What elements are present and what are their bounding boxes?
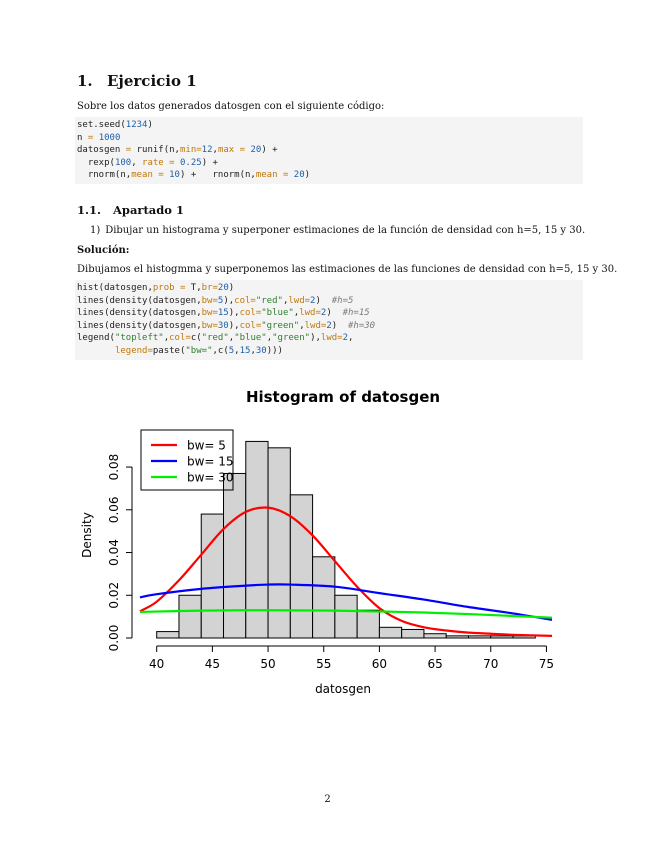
code-token: ) + — [201, 157, 218, 168]
y-tick-label: 0.00 — [107, 624, 121, 652]
x-tick-label: 70 — [483, 657, 499, 671]
code-token: 30 — [255, 345, 267, 356]
code-token: 30 — [217, 320, 229, 331]
code-token: ,c( — [212, 345, 229, 356]
code-token: max — [217, 145, 235, 156]
code-token: hist(datosgen, — [77, 283, 153, 293]
subsection-title — [77, 203, 184, 217]
code-token: 10 — [169, 170, 180, 181]
code-token: ), — [310, 333, 321, 344]
y-tick-label: 0.04 — [107, 539, 121, 566]
code-token: col= — [234, 295, 256, 306]
code-token: = — [179, 283, 186, 293]
code-token: lwd= — [288, 295, 311, 306]
y-tick-label: 0.02 — [107, 581, 121, 609]
code-token: col= — [169, 333, 191, 344]
code-token: ), — [223, 295, 235, 306]
code-token: ) — [147, 120, 153, 130]
code-token: ), — [228, 308, 240, 319]
code-token: set.seed( — [77, 120, 126, 130]
code-token: br= — [201, 283, 218, 293]
code-token: rexp( — [77, 157, 115, 168]
code-token: legend( — [77, 333, 115, 344]
code-token: ) — [304, 170, 311, 181]
code-token: paste( — [152, 345, 186, 356]
histogram-bar — [357, 610, 379, 638]
histogram-bar — [446, 636, 468, 638]
code-token: ), — [228, 320, 240, 331]
histogram-bar — [335, 595, 357, 638]
code-line — [77, 282, 581, 295]
code-token: col= — [239, 308, 262, 319]
code-token: runif(n, — [131, 145, 180, 156]
histogram-chart — [78, 375, 578, 710]
code-line — [77, 132, 581, 145]
x-tick-label: 75 — [538, 657, 555, 671]
intro-paragraph: Sobre los datos generados datosgen con el siguiente código: — [77, 101, 385, 112]
enumerated-item — [90, 225, 585, 236]
code-line — [77, 295, 581, 308]
code-token: , — [299, 320, 305, 331]
code-token: lwd= — [299, 308, 321, 319]
code-token: 15 — [217, 308, 229, 319]
subsection-title-text: Apartado 1 — [113, 203, 184, 217]
code-block-histogram — [75, 280, 583, 360]
code-token: = — [239, 145, 246, 156]
code-block-data-generation — [75, 117, 583, 184]
code-token: , — [163, 333, 170, 344]
code-token: , — [131, 157, 143, 168]
code-token: prob — [152, 283, 175, 293]
code-token: "blue" — [234, 333, 267, 344]
code-token: n — [77, 132, 88, 143]
histogram-bar — [179, 595, 201, 638]
code-token: lwd= — [304, 320, 327, 331]
code-token: = — [87, 132, 94, 143]
histogram-bar — [402, 629, 424, 638]
legend-label: bw= 5 — [187, 438, 226, 453]
x-tick-label: 45 — [204, 657, 221, 671]
code-token: "topleft" — [114, 333, 164, 344]
y-axis-label: Density — [80, 512, 94, 558]
code-line — [77, 345, 581, 358]
code-token: , — [348, 333, 354, 344]
solution-label: Solución: — [77, 245, 130, 256]
code-token: c( — [190, 333, 202, 344]
code-token: , — [293, 308, 300, 319]
code-token — [77, 346, 115, 356]
histogram-bar — [246, 441, 268, 638]
section-title — [77, 72, 197, 90]
histogram-bar — [157, 632, 179, 638]
code-token: = — [169, 157, 175, 168]
enumerated-item-marker: 1) — [90, 225, 101, 236]
code-token: lines(density(datosgen, — [77, 295, 202, 306]
code-token: rnorm(n, — [77, 170, 132, 181]
chart-title: Histogram of datosgen — [245, 388, 441, 406]
legend-label: bw= 30 — [187, 470, 234, 485]
code-token: 15 — [239, 345, 251, 356]
code-line — [77, 332, 581, 345]
code-token: ) + rnorm(n, — [179, 170, 256, 181]
code-token: 2 — [342, 333, 349, 344]
code-token: "red" — [255, 295, 283, 306]
code-token: lines(density(datosgen, — [77, 308, 202, 319]
y-tick-label: 0.06 — [107, 496, 121, 524]
histogram-bar — [290, 495, 312, 638]
histogram-bar — [468, 636, 490, 638]
enumerated-item-text: Dibujar un histograma y superponer estimaciones de la función de densidad con h=5, 15 y 30. — [105, 225, 586, 236]
code-token: "blue" — [261, 308, 294, 319]
page-number: 2 — [324, 794, 331, 805]
code-token: 100 — [114, 157, 132, 168]
code-token: 2 — [310, 295, 316, 306]
subsection-number: 1.1. — [77, 203, 102, 217]
code-token: ) — [326, 308, 343, 319]
code-line — [77, 320, 581, 333]
solution-paragraph: Dibujamos el histogmma y superponemos las estimaciones de las funciones de densidad con h=5, 15 y 30. — [77, 264, 618, 275]
code-token: datosgen — [77, 145, 126, 156]
code-line — [77, 157, 581, 170]
x-tick-label: 50 — [260, 657, 276, 671]
code-token: bw= — [201, 308, 218, 319]
code-token: 20 — [250, 145, 262, 156]
code-token: col= — [239, 320, 262, 331]
code-token: 20 — [217, 283, 229, 293]
section-title-text: Ejercicio 1 — [107, 72, 197, 90]
code-token: , — [266, 333, 273, 344]
histogram-bar — [491, 636, 513, 638]
code-token: 5 — [217, 295, 224, 306]
code-token: min= — [179, 145, 202, 156]
x-axis-label: datosgen — [315, 682, 371, 696]
section-number: 1. — [77, 72, 93, 90]
code-token: #h=15 — [342, 308, 370, 319]
code-line — [77, 144, 581, 157]
code-line — [77, 119, 581, 132]
histogram-bar — [379, 627, 401, 638]
code-token: 1234 — [125, 120, 148, 130]
code-token: = — [158, 170, 164, 181]
code-token: 2 — [326, 320, 332, 331]
code-token: ) + — [261, 145, 278, 156]
y-tick-label: 0.08 — [107, 453, 121, 481]
code-token: 2 — [320, 308, 327, 319]
code-token: = — [125, 145, 132, 156]
code-line — [77, 169, 581, 182]
code-line — [77, 307, 581, 320]
code-token: bw= — [201, 320, 218, 331]
code-token: = — [282, 170, 289, 181]
code-token: 5 — [228, 345, 235, 356]
code-token: 20 — [293, 170, 305, 181]
code-token: "red" — [201, 333, 229, 344]
code-token: lwd= — [320, 333, 343, 344]
code-token: , — [234, 345, 240, 356]
code-token: legend= — [114, 345, 153, 356]
code-token: rate — [142, 157, 164, 168]
code-token: T, — [185, 283, 202, 293]
code-token: "green" — [261, 320, 300, 331]
code-token: ) — [228, 283, 235, 293]
code-token: , — [228, 333, 235, 344]
histogram-bar — [424, 634, 446, 638]
x-tick-label: 55 — [316, 657, 332, 671]
code-token: bw= — [201, 295, 218, 306]
histogram-bar — [313, 557, 335, 638]
code-token: , — [250, 345, 256, 356]
legend-label: bw= 15 — [187, 454, 234, 469]
code-token: 12 — [201, 145, 213, 156]
code-token: lines(density(datosgen, — [77, 320, 202, 331]
code-token: ) — [315, 295, 332, 306]
code-token: 0.25 — [180, 157, 202, 168]
code-token: , — [282, 295, 289, 306]
code-token: , — [212, 145, 218, 156]
code-token: #h=5 — [331, 295, 354, 306]
x-tick-label: 40 — [149, 657, 165, 671]
histogram-bar — [224, 473, 246, 638]
x-tick-label: 60 — [371, 657, 388, 671]
code-token: mean — [131, 170, 153, 181]
code-token: 1000 — [98, 132, 121, 143]
code-token: "bw=" — [185, 345, 213, 356]
code-token: #h=30 — [348, 320, 376, 331]
code-token: ) — [331, 320, 348, 331]
code-token: mean — [255, 170, 278, 181]
x-tick-label: 65 — [427, 657, 443, 671]
code-token: "green" — [272, 333, 311, 344]
code-token: ))) — [266, 345, 283, 356]
